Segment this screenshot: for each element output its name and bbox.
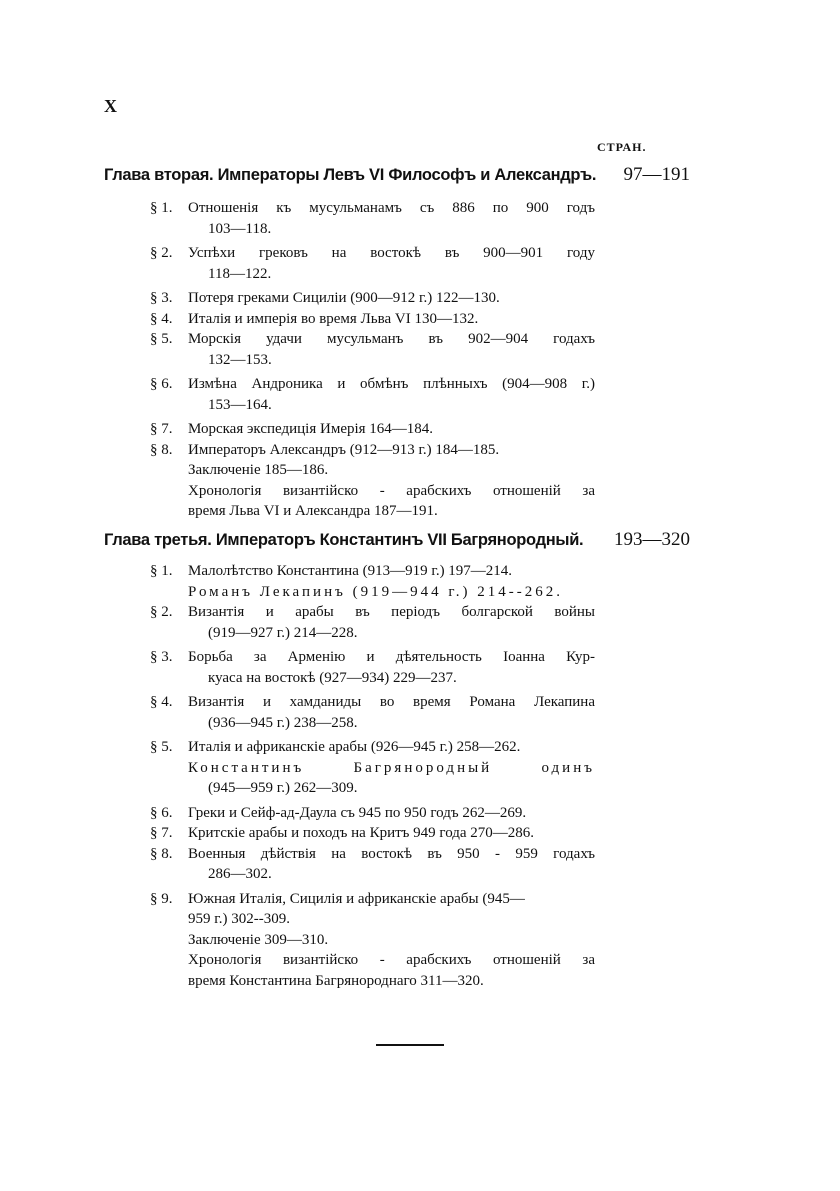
section-pages: 132—153. — [208, 351, 272, 368]
section-title: Греки и Сейф-ад-Даула съ 945 по 950 годъ 262—269. — [188, 804, 527, 821]
conclusion-text: Заключеніе 185—186. — [188, 462, 329, 478]
chapter-2-contents — [150, 198, 595, 522]
section-title: Византія и арабы въ періодъ болгарской войны — [188, 604, 595, 620]
section-title: Измѣна Андроника и обмѣнъ плѣнныхъ (904—908 г.) — [188, 376, 595, 392]
section-entry — [150, 288, 595, 309]
section-number: § 4. — [150, 694, 173, 710]
subsection-title: Романъ Лекапинъ (919—944 г.) 214--262. — [188, 583, 564, 600]
section-pages: 153—164. — [208, 396, 272, 413]
divider-rule — [376, 1044, 444, 1046]
chapter-3-heading — [104, 529, 704, 555]
section-number: § 6. — [150, 804, 173, 821]
chapter-pages: 193—320 — [614, 529, 690, 550]
section-pages: 103—118. — [208, 220, 272, 237]
section-number: § 4. — [150, 310, 173, 327]
section-number: § 5. — [150, 331, 173, 347]
section-title: Византія и хамданиды во время Романа Лекапина — [188, 694, 595, 710]
section-title: Южная Италія, Сицилія и африканскіе арабы (945— — [188, 890, 525, 907]
section-title: Морская экспедиція Имерія 164—184. — [188, 421, 434, 437]
chapter-pages: 97—191 — [623, 164, 690, 185]
section-entry — [150, 823, 595, 844]
subsection-title: Константинъ Багрянородный одинъ — [188, 759, 595, 776]
section-entry — [150, 440, 595, 461]
section-entry — [150, 374, 595, 415]
section-number: § 9. — [150, 890, 173, 907]
section-title: Критскіе арабы и походъ на Критъ 949 года 270—286. — [188, 825, 535, 841]
conclusion-entry — [188, 930, 595, 951]
section-number: § 2. — [150, 604, 173, 620]
section-pages: куаса на востокѣ (927—934) 229—237. — [208, 669, 457, 686]
section-number: § 7. — [150, 825, 173, 841]
section-number: § 5. — [150, 739, 173, 755]
section-pages: 118—122. — [208, 265, 272, 282]
chronology-entry — [188, 481, 595, 522]
section-number: § 2. — [150, 245, 173, 261]
section-number: § 1. — [150, 563, 173, 579]
chapter-title: Глава третья. Императоръ Константинъ VII Багрянородный. — [104, 531, 584, 549]
section-number: § 3. — [150, 290, 173, 306]
subsection-pages: (945—959 г.) 262—309. — [208, 780, 358, 796]
section-title: Италія и имперія во время Льва VI 130—132. — [188, 310, 479, 327]
chronology-entry — [188, 950, 595, 991]
section-title: Военныя дѣйствія на востокѣ въ 950 - 959 годахъ — [188, 845, 595, 862]
section-entry — [150, 647, 595, 688]
chapter-3-contents — [150, 561, 595, 991]
conclusion-entry — [188, 460, 595, 481]
section-entry — [150, 602, 595, 643]
section-title: Потеря греками Сициліи (900—912 г.) 122—130. — [188, 290, 500, 306]
section-title: Малолѣтство Константина (913—919 г.) 197—214. — [188, 563, 513, 579]
section-number: § 1. — [150, 200, 173, 216]
pages-column-header: СТРАН. — [597, 140, 647, 154]
chapter-title: Глава вторая. Императоры Левъ VI Философъ и Александръ. — [104, 166, 597, 184]
section-title: Морскія удачи мусульманъ въ 902—904 годахъ — [188, 331, 595, 347]
section-entry — [150, 889, 595, 930]
chronology-title: Хронологія византійско - арабскихъ отношеній за — [188, 482, 595, 499]
section-entry — [150, 198, 595, 239]
section-entry — [150, 844, 595, 885]
section-entry — [150, 329, 595, 370]
section-entry — [150, 561, 595, 602]
section-entry — [150, 419, 595, 440]
section-entry — [150, 309, 595, 330]
section-title: Италія и африканскіе арабы (926—945 г.) 258—262. — [188, 739, 521, 755]
section-number: § 7. — [150, 421, 173, 437]
section-number: § 8. — [150, 845, 173, 862]
chronology-pages: время Льва VI и Александра 187—191. — [188, 503, 438, 519]
section-number: § 3. — [150, 649, 173, 665]
conclusion-text: Заключеніе 309—310. — [188, 931, 329, 948]
section-title: Отношенія къ мусульманамъ съ 886 по 900 годъ — [188, 200, 595, 216]
chapter-2-heading — [104, 164, 704, 190]
section-entry — [150, 243, 595, 284]
section-pages: (936—945 г.) 238—258. — [208, 714, 358, 731]
section-entry — [150, 803, 595, 824]
section-title: Борьба за Арменію и дѣятельность Іоанна Кур- — [188, 649, 595, 665]
section-pages: 959 г.) 302--309. — [188, 911, 290, 927]
section-pages: (919—927 г.) 214—228. — [208, 624, 358, 641]
section-entry — [150, 692, 595, 733]
section-number: § 8. — [150, 441, 173, 458]
chronology-title: Хронологія византійско - арабскихъ отношеній за — [188, 952, 595, 968]
section-title: Успѣхи грековъ на востокѣ въ 900—901 году — [188, 245, 595, 261]
section-title: Императоръ Александръ (912—913 г.) 184—185. — [188, 441, 500, 458]
section-entry — [150, 737, 595, 799]
section-pages: 286—302. — [208, 866, 272, 882]
chronology-pages: время Константина Багрянороднаго 311—320. — [188, 972, 484, 989]
page-number: X — [104, 96, 117, 116]
section-number: § 6. — [150, 376, 173, 392]
